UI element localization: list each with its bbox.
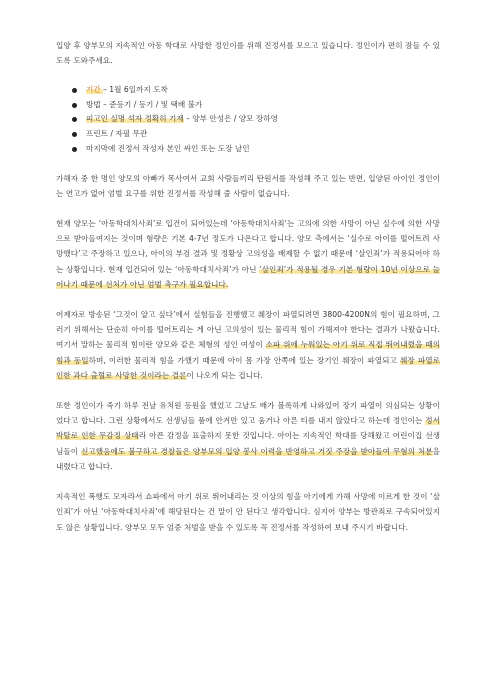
body-paragraph [56, 216, 440, 293]
highlighted-text: 피고인 실명 석자 정확히 기재 [86, 114, 184, 124]
bullet-icon [72, 88, 77, 93]
text-segment: – 양부 안성은 / 양모 장하영 [183, 114, 278, 124]
list-item [86, 127, 440, 142]
list-item [86, 83, 440, 98]
requirements-list [56, 83, 440, 157]
highlighted-text: 소파 위에 누워있는 아기 위로 직접 뛰어내렸을 때의 힘과 동일 [56, 340, 441, 365]
highlighted-text: 췌장 파열로 인한 과다 출혈로 사망한 것이라는 결론 [56, 355, 440, 381]
text-segment: 어제자로 방송된 ‘그것이 알고 싶다’에서 실험들을 진행했고 췌장이 파열되려면 3800-4200N의 힘이 필요하며, 그러기 위해서는 단순히 아이를 떨어트리는 게 아닌 고의성이 있는 물리적 힘이 가해져야 한다는 결과가 나왔습니다. 여기서 말하는 물리적 힘이란 양모와 같은 체형의 성인 여성이 [56, 309, 440, 350]
highlighted-text: ‘살인죄’가 적용될 경우 기본 형량이 10년 이상으로 늘어나기 때문에 선처가 아닌 엄벌 촉구가 필요합니다. [56, 264, 440, 290]
highlighted-text: 정서 박탈로 인한 무감정 상태 [56, 416, 440, 441]
body-paragraph [56, 489, 440, 535]
text-segment: 가해자 중 한 명인 양모의 아빠가 목사여서 교회 사람들끼리 탄원서를 작성해 주고 있는 반면, 입양된 아이인 정인이는 연고가 없어 엄벌 요구를 위한 진정서를 작성해 줄 사람이 없습니다. [56, 173, 440, 199]
body-paragraphs [56, 157, 440, 535]
text-segment: 을 내렸다고 합니다. [56, 446, 441, 472]
highlighted-text: 기간 [86, 84, 104, 94]
text-segment: 라 아픈 감정을 표출하지 못한 것입니다. 아이는 지속적인 학대를 당해왔고 어린이집 선생님들이 [56, 431, 440, 456]
bullet-icon [72, 132, 77, 137]
list-item [86, 112, 440, 127]
text-segment: – 1월 6일까지 도착 [103, 84, 168, 94]
bullet-icon [72, 103, 77, 108]
intro-paragraph: 입양 후 양부모의 지속적인 아동 학대로 사망한 정인이를 위해 진정서를 모으고 있습니다. 정인이가 편히 잠들 수 있도록 도와주세요. [56, 41, 440, 66]
text-segment: 지속적인 폭행도 모자라서 쇼파에서 아기 위로 뛰어내리는 것 이상의 힘을 아기에게 가해 사망에 이르게 한 것이 ‘살인죄’가 아닌 ‘아동학대치사죄’에 해당된다는 건 말이 안 된다고 생각합니다. 심지어 양부는 방관죄로 구속되어있지도 않은 상황입니다. 양부모 모두 엄중 처벌을 받을 수 있도록 꼭 진정서를 작성하여 보내 주시기 바랍니다. [56, 491, 440, 532]
text-segment: 또한 정인이가 죽기 하루 전날 유치원 등원을 했었고 그날도 배가 볼록하게 나와있어 장기 파열이 의심되는 상황이었다고 합니다. 그런 상황에서도 선생님들 품에 안겨만 있고 움거나 아른 티를 내지 않았다고 하는데 정인이는 [56, 400, 440, 426]
body-paragraph [56, 398, 440, 475]
list-item [86, 98, 440, 113]
text-segment: 하며, 이러한 물리적 힘을 가했기 때문에 아이 몸 가장 안쪽에 있는 장기인 췌장이 파열되고 [88, 355, 400, 365]
bullet-icon [72, 147, 77, 152]
body-paragraph [56, 307, 440, 384]
body-paragraph [56, 171, 440, 202]
text-segment: 프린트 / 자필 무관 [86, 129, 148, 139]
text-segment: 마지막에 진정서 작성자 본인 싸인 또는 도장 날인 [86, 144, 250, 153]
text-segment: 방법 – 준등기 / 등기 / 및 택배 불가 [86, 99, 203, 109]
highlighted-text: 신고했음에도 불구하고 경찰들은 양부모의 입양 봉사 이력을 반영하고 거짓 주장을 받아들여 무혐의 처분 [81, 446, 433, 456]
text-segment: 현재 양모는 ‘아동학대치사죄’로 입건이 되어있는데 ‘아동학대치사죄’는 고의에 의한 사망이 아닌 실수에 의한 사망으로 받아들여지는 것이며 형량은 기본 4-7년 정도가 나온다고 합니다. 양모 측에서는 ‘실수로 아이를 떨어트려 사망했다’고 주장하고 있으나, 아이의 부검 결과 및 정황상 고의성을 배제할 수 없기 때문에 ‘살인죄’가 적용되어야 하는 상황입니다. 현재 입건되어 있는 ‘아동학대치사죄’가 아닌 [56, 218, 440, 274]
bullet-icon [72, 117, 77, 122]
list-item [86, 142, 440, 157]
text-segment: 이 나오게 되는 겁니다. [186, 371, 263, 381]
